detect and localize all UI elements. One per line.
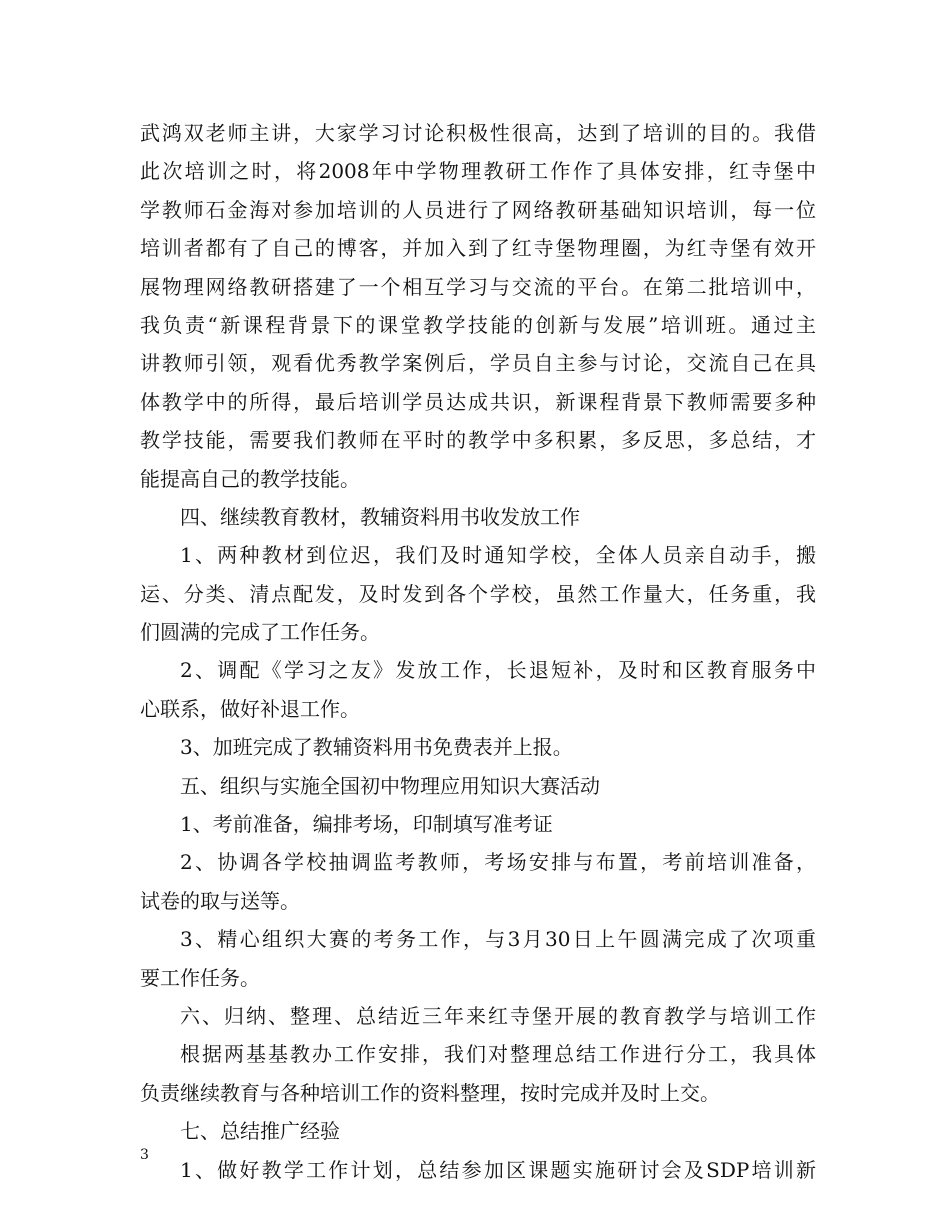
text-line: 根据两基基教办工作安排，我们对整理总结工作进行分工，我具体: [180, 1042, 816, 1067]
text-line: 1、两种教材到位迟，我们及时通知学校，全体人员亲自动手，搬: [180, 543, 816, 568]
text-line: 讲教师引领，观看优秀教学案例后，学员自主参与讨论，交流自己在具: [140, 351, 816, 376]
text-line: 我负责“新课程背景下的课堂教学技能的创新与发展”培训班。通过主: [140, 312, 816, 337]
text-line: 能提高自己的教学技能。: [140, 466, 360, 491]
text-line: 此次培训之时，将2008年中学物理教研工作作了具体安排，红寺堡中: [140, 159, 816, 184]
text-line: 3、加班完成了教辅资料用书免费表并上报。: [180, 735, 573, 760]
text-line: 心联系，做好补退工作。: [140, 696, 360, 721]
text-line: 六、归纳、整理、总结近三年来红寺堡开展的教育教学与培训工作: [180, 1003, 816, 1028]
text-line: 七、总结推广经验: [180, 1119, 340, 1144]
text-line: 试卷的取与送等。: [140, 888, 300, 913]
text-line: 学教师石金海对参加培训的人员进行了网络教研基础知识培训，每一位: [140, 197, 816, 222]
text-line: 五、组织与实施全国初中物理应用知识大赛活动: [180, 773, 600, 798]
text-line: 培训者都有了自己的博客，并加入到了红寺堡物理圈，为红寺堡有效开: [140, 236, 816, 261]
page-number: 3: [140, 1147, 149, 1163]
text-line: 教学技能，需要我们教师在平时的教学中多积累，多反思，多总结，才: [140, 428, 816, 453]
text-line: 1、做好教学工作计划，总结参加区课题实施研讨会及SDP培训新: [180, 1157, 816, 1182]
text-line: 武鸿双老师主讲，大家学习讨论积极性很高，达到了培训的目的。我借: [140, 121, 816, 145]
text-line: 展物理网络教研搭建了一个相互学习与交流的平台。在第二批培训中，: [140, 274, 816, 299]
text-line: 负责继续教育与各种培训工作的资料整理，按时完成并及时上交。: [140, 1080, 720, 1105]
text-line: 3、精心组织大赛的考务工作，与3月30日上午圆满完成了次项重: [180, 927, 816, 952]
text-line: 2、调配《学习之友》发放工作，长退短补，及时和区教育服务中: [180, 658, 816, 683]
document-body: [140, 114, 816, 1189]
text-line: 要工作任务。: [140, 965, 260, 990]
text-line: 运、分类、清点配发，及时发到各个学校，虽然工作量大，任务重，我: [140, 581, 816, 606]
text-line: 们圆满的完成了工作任务。: [140, 620, 380, 645]
text-line: 2、协调各学校抽调监考教师，考场安排与布置，考前培训准备，: [180, 850, 816, 875]
text-line: 四、继续教育教材，教辅资料用书收发放工作: [180, 504, 580, 529]
text-line: 体教学中的所得，最后培训学员达成共识，新课程背景下教师需要多种: [140, 389, 816, 414]
text-line: 1、考前准备，编排考场，印制填写准考证: [180, 812, 553, 837]
